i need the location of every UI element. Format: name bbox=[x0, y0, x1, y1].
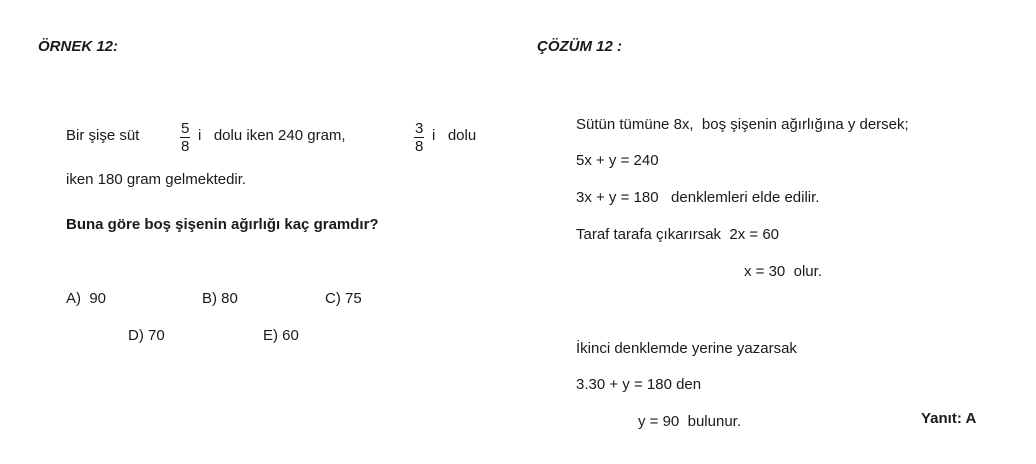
problem-text-line2: iken 180 gram gelmektedir. bbox=[66, 171, 247, 188]
question-text: Buna göre boş şişenin ağırlığı kaç gramdır? bbox=[66, 216, 379, 233]
solution-line: x = 30 olur. bbox=[744, 263, 822, 280]
problem-text-line1-pre: Bir şişe süt bbox=[66, 127, 140, 144]
fraction-denominator: 8 bbox=[181, 138, 190, 155]
fraction-five-eighths bbox=[180, 120, 190, 155]
option-e: E) 60 bbox=[263, 327, 299, 344]
solution-line: 5x + y = 240 bbox=[576, 152, 659, 169]
fraction-three-eighths bbox=[414, 120, 424, 155]
solution-line: İkinci denklemde yerine yazarsak bbox=[576, 340, 797, 357]
problem-text-line1-post: i dolu bbox=[432, 127, 477, 144]
option-a: A) 90 bbox=[66, 290, 107, 307]
option-b: B) 80 bbox=[202, 290, 238, 307]
solution-line: 3x + y = 180 denklemleri elde edilir. bbox=[576, 189, 820, 206]
solution-line: Sütün tümüne 8x, boş şişenin ağırlığına y dersek; bbox=[576, 116, 909, 133]
option-d: D) 70 bbox=[128, 327, 165, 344]
option-c: C) 75 bbox=[325, 290, 362, 307]
example-heading: ÖRNEK 12: bbox=[38, 38, 119, 55]
fraction-numerator: 5 bbox=[181, 120, 190, 137]
problem-text-line1-mid: i dolu iken 240 gram, bbox=[198, 127, 346, 144]
solution-heading: ÇÖZÜM 12 : bbox=[537, 38, 623, 55]
fraction-numerator: 3 bbox=[415, 120, 424, 137]
solution-line: 3.30 + y = 180 den bbox=[576, 376, 702, 393]
fraction-denominator: 8 bbox=[415, 138, 424, 155]
answer-label: Yanıt: A bbox=[921, 410, 977, 427]
solution-line: Taraf tarafa çıkarırsak 2x = 60 bbox=[576, 226, 780, 243]
solution-line: y = 90 bulunur. bbox=[638, 413, 741, 430]
